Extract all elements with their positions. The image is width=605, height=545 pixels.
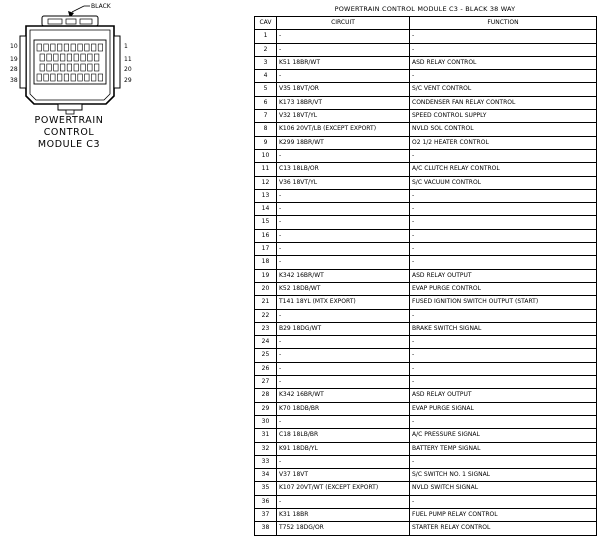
cav-cell: 28 xyxy=(255,389,277,402)
circuit-cell: K31 18BR xyxy=(277,508,410,521)
circuit-cell: K70 18DB/BR xyxy=(277,402,410,415)
function-cell: ASD RELAY OUTPUT xyxy=(410,269,597,282)
table-row xyxy=(255,229,597,242)
cav-cell: 30 xyxy=(255,415,277,428)
cav-cell: 10 xyxy=(255,149,277,162)
cav-cell: 14 xyxy=(255,203,277,216)
header-function: FUNCTION xyxy=(410,17,597,30)
circuit-cell: - xyxy=(277,256,410,269)
circuit-cell: - xyxy=(277,216,410,229)
cav-cell: 20 xyxy=(255,282,277,295)
table-row xyxy=(255,309,597,322)
function-cell: - xyxy=(410,229,597,242)
connector-title-line: POWERTRAIN xyxy=(34,115,104,126)
cav-cell: 34 xyxy=(255,469,277,482)
circuit-cell: - xyxy=(277,336,410,349)
function-cell: NVLD SWITCH SIGNAL xyxy=(410,482,597,495)
circuit-cell: - xyxy=(277,30,410,43)
table-row xyxy=(255,296,597,309)
pinout-table xyxy=(254,16,597,536)
circuit-cell: C13 18LB/OR xyxy=(277,163,410,176)
cav-cell: 4 xyxy=(255,70,277,83)
function-cell: O2 1/2 HEATER CONTROL xyxy=(410,136,597,149)
function-cell: A/C PRESSURE SIGNAL xyxy=(410,429,597,442)
function-cell: EVAP PURGE CONTROL xyxy=(410,282,597,295)
function-cell: - xyxy=(410,30,597,43)
table-row xyxy=(255,336,597,349)
table-row xyxy=(255,495,597,508)
function-cell: - xyxy=(410,70,597,83)
table-row xyxy=(255,149,597,162)
table-row xyxy=(255,256,597,269)
circuit-cell: - xyxy=(277,203,410,216)
circuit-cell: K91 18DB/YL xyxy=(277,442,410,455)
cav-cell: 17 xyxy=(255,243,277,256)
table-row xyxy=(255,136,597,149)
function-cell: - xyxy=(410,149,597,162)
pin-label-19: 19 xyxy=(10,56,18,63)
circuit-cell: K342 16BR/WT xyxy=(277,389,410,402)
cav-cell: 22 xyxy=(255,309,277,322)
circuit-cell: T141 18YL (MTX EXPORT) xyxy=(277,296,410,309)
table-row xyxy=(255,482,597,495)
function-cell: S/C SWITCH NO. 1 SIGNAL xyxy=(410,469,597,482)
cav-cell: 5 xyxy=(255,83,277,96)
cav-cell: 26 xyxy=(255,362,277,375)
cav-cell: 38 xyxy=(255,522,277,535)
table-row xyxy=(255,415,597,428)
cav-cell: 12 xyxy=(255,176,277,189)
table-row xyxy=(255,269,597,282)
table-row xyxy=(255,455,597,468)
circuit-cell: K299 18BR/WT xyxy=(277,136,410,149)
cav-cell: 31 xyxy=(255,429,277,442)
pin-label-38: 38 xyxy=(10,77,18,84)
table-row xyxy=(255,56,597,69)
table-body xyxy=(255,30,597,535)
circuit-cell: - xyxy=(277,149,410,162)
cav-cell: 3 xyxy=(255,56,277,69)
header-circuit: CIRCUIT xyxy=(277,17,410,30)
table-row xyxy=(255,522,597,535)
cav-cell: 25 xyxy=(255,349,277,362)
circuit-cell: - xyxy=(277,70,410,83)
color-callout: BLACK xyxy=(91,3,111,10)
cav-cell: 15 xyxy=(255,216,277,229)
pin-label-1: 1 xyxy=(124,43,128,50)
cav-cell: 1 xyxy=(255,30,277,43)
circuit-cell: - xyxy=(277,349,410,362)
cav-cell: 27 xyxy=(255,376,277,389)
pin-label-29: 29 xyxy=(124,77,132,84)
table-row xyxy=(255,282,597,295)
function-cell: - xyxy=(410,216,597,229)
function-cell: - xyxy=(410,349,597,362)
circuit-cell: - xyxy=(277,189,410,202)
cav-cell: 21 xyxy=(255,296,277,309)
table-row xyxy=(255,402,597,415)
cav-cell: 7 xyxy=(255,110,277,123)
table-row xyxy=(255,83,597,96)
function-cell: - xyxy=(410,362,597,375)
function-cell: STARTER RELAY CONTROL xyxy=(410,522,597,535)
function-cell: - xyxy=(410,309,597,322)
cav-cell: 9 xyxy=(255,136,277,149)
function-cell: - xyxy=(410,256,597,269)
table-row xyxy=(255,110,597,123)
cav-cell: 16 xyxy=(255,229,277,242)
circuit-cell: - xyxy=(277,362,410,375)
cav-cell: 24 xyxy=(255,336,277,349)
circuit-cell: V37 18VT xyxy=(277,469,410,482)
circuit-cell: V32 18VT/YL xyxy=(277,110,410,123)
cav-cell: 18 xyxy=(255,256,277,269)
table-row xyxy=(255,163,597,176)
table-row xyxy=(255,429,597,442)
function-cell: FUSED IGNITION SWITCH OUTPUT (START) xyxy=(410,296,597,309)
table-row xyxy=(255,70,597,83)
table-row xyxy=(255,508,597,521)
function-cell: SPEED CONTROL SUPPLY xyxy=(410,110,597,123)
table-row xyxy=(255,376,597,389)
table-row xyxy=(255,243,597,256)
table-header-row xyxy=(255,17,597,30)
function-cell: - xyxy=(410,415,597,428)
cav-cell: 23 xyxy=(255,322,277,335)
circuit-cell: K107 20VT/WT (EXCEPT EXPORT) xyxy=(277,482,410,495)
header-cav: CAV xyxy=(255,17,277,30)
table-row xyxy=(255,216,597,229)
connector-title xyxy=(20,115,118,151)
cav-cell: 29 xyxy=(255,402,277,415)
cav-cell: 36 xyxy=(255,495,277,508)
circuit-cell: C18 18LB/BR xyxy=(277,429,410,442)
circuit-cell: K51 18BR/WT xyxy=(277,56,410,69)
table-row xyxy=(255,389,597,402)
table-row xyxy=(255,123,597,136)
function-cell: - xyxy=(410,336,597,349)
cav-cell: 19 xyxy=(255,269,277,282)
function-cell: - xyxy=(410,189,597,202)
table-row xyxy=(255,203,597,216)
function-cell: - xyxy=(410,455,597,468)
table-row xyxy=(255,43,597,56)
cav-cell: 11 xyxy=(255,163,277,176)
function-cell: - xyxy=(410,203,597,216)
cav-cell: 32 xyxy=(255,442,277,455)
function-cell: A/C CLUTCH RELAY CONTROL xyxy=(410,163,597,176)
cav-cell: 35 xyxy=(255,482,277,495)
table-row xyxy=(255,362,597,375)
circuit-cell: - xyxy=(277,376,410,389)
table-row xyxy=(255,322,597,335)
function-cell: - xyxy=(410,43,597,56)
table-row xyxy=(255,189,597,202)
table-row xyxy=(255,176,597,189)
cav-cell: 6 xyxy=(255,96,277,109)
pin-label-28: 28 xyxy=(10,66,18,73)
circuit-cell: - xyxy=(277,309,410,322)
function-cell: - xyxy=(410,495,597,508)
function-cell: S/C VACUUM CONTROL xyxy=(410,176,597,189)
circuit-cell: T752 18DG/OR xyxy=(277,522,410,535)
cav-cell: 2 xyxy=(255,43,277,56)
circuit-cell: - xyxy=(277,229,410,242)
table-row xyxy=(255,469,597,482)
table-row xyxy=(255,442,597,455)
function-cell: BATTERY TEMP SIGNAL xyxy=(410,442,597,455)
function-cell: FUEL PUMP RELAY CONTROL xyxy=(410,508,597,521)
function-cell: - xyxy=(410,243,597,256)
function-cell: - xyxy=(410,376,597,389)
circuit-cell: B29 18DG/WT xyxy=(277,322,410,335)
cav-cell: 13 xyxy=(255,189,277,202)
pin-label-10: 10 xyxy=(10,43,18,50)
function-cell: CONDENSER FAN RELAY CONTROL xyxy=(410,96,597,109)
function-cell: ASD RELAY OUTPUT xyxy=(410,389,597,402)
circuit-cell: K106 20VT/LB (EXCEPT EXPORT) xyxy=(277,123,410,136)
circuit-cell: K342 16BR/WT xyxy=(277,269,410,282)
circuit-cell: - xyxy=(277,455,410,468)
table-row xyxy=(255,30,597,43)
connector-title-line: CONTROL xyxy=(43,127,95,138)
circuit-cell: K52 18DB/WT xyxy=(277,282,410,295)
pin-label-20: 20 xyxy=(124,66,132,73)
circuit-cell: - xyxy=(277,495,410,508)
cav-cell: 8 xyxy=(255,123,277,136)
circuit-cell: V36 18VT/YL xyxy=(277,176,410,189)
circuit-cell: - xyxy=(277,243,410,256)
function-cell: EVAP PURGE SIGNAL xyxy=(410,402,597,415)
table-row xyxy=(255,96,597,109)
circuit-cell: V35 18VT/OR xyxy=(277,83,410,96)
function-cell: S/C VENT CONTROL xyxy=(410,83,597,96)
circuit-cell: K173 18BR/VT xyxy=(277,96,410,109)
cav-cell: 33 xyxy=(255,455,277,468)
pin-label-11: 11 xyxy=(124,56,132,63)
cav-cell: 37 xyxy=(255,508,277,521)
circuit-cell: - xyxy=(277,415,410,428)
connector-title-line: MODULE C3 xyxy=(37,139,101,150)
function-cell: ASD RELAY CONTROL xyxy=(410,56,597,69)
circuit-cell: - xyxy=(277,43,410,56)
function-cell: BRAKE SWITCH SIGNAL xyxy=(410,322,597,335)
table-title: POWERTRAIN CONTROL MODULE C3 - BLACK 38 WAY xyxy=(334,5,516,13)
table-row xyxy=(255,349,597,362)
function-cell: NVLD SOL CONTROL xyxy=(410,123,597,136)
